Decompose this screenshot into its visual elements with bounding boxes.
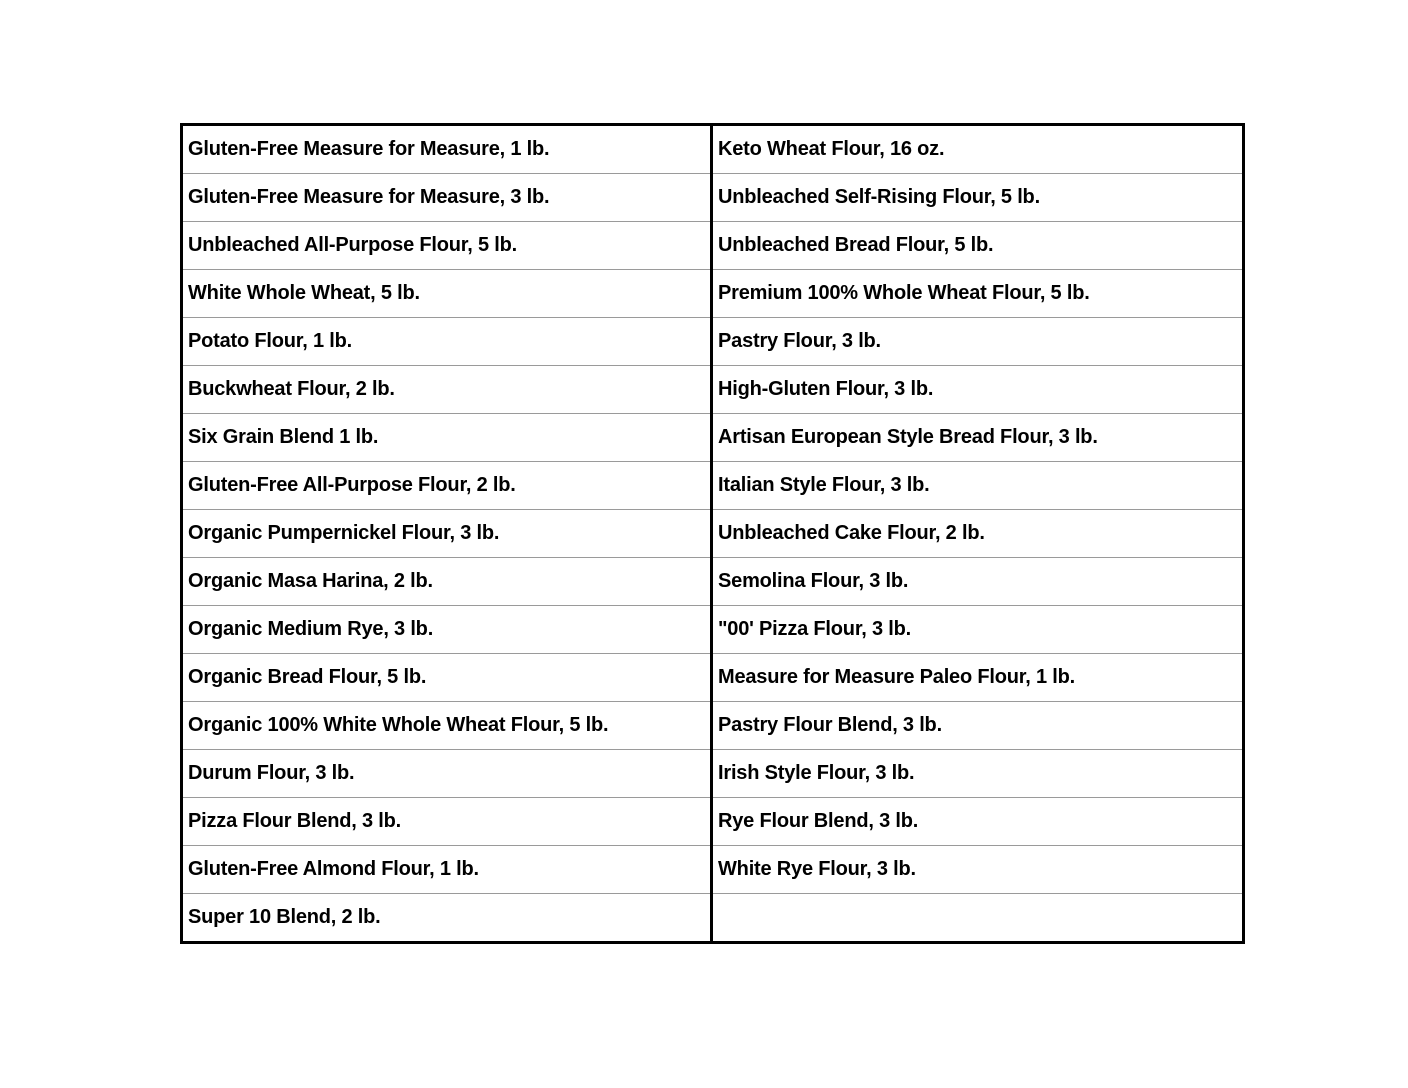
table-cell-left: White Whole Wheat, 5 lb. (182, 270, 712, 318)
table-row (182, 366, 1244, 414)
table-cell-right: Keto Wheat Flour, 16 oz. (712, 125, 1244, 174)
table-cell-right: Artisan European Style Bread Flour, 3 lb. (712, 414, 1244, 462)
table-row (182, 846, 1244, 894)
table-row (182, 510, 1244, 558)
table-row (182, 654, 1244, 702)
table-cell-right: Irish Style Flour, 3 lb. (712, 750, 1244, 798)
table-cell-left: Gluten-Free Almond Flour, 1 lb. (182, 846, 712, 894)
table-cell-left: Organic 100% White Whole Wheat Flour, 5 lb. (182, 702, 712, 750)
table-row (182, 894, 1244, 943)
table-cell-right: High-Gluten Flour, 3 lb. (712, 366, 1244, 414)
table-cell-left: Super 10 Blend, 2 lb. (182, 894, 712, 943)
table-cell-left: Durum Flour, 3 lb. (182, 750, 712, 798)
table-cell-left: Organic Bread Flour, 5 lb. (182, 654, 712, 702)
table-cell-right: Pastry Flour, 3 lb. (712, 318, 1244, 366)
table-row (182, 558, 1244, 606)
table-row (182, 606, 1244, 654)
table-cell-left: Gluten-Free Measure for Measure, 1 lb. (182, 125, 712, 174)
table-cell-right: Unbleached Self-Rising Flour, 5 lb. (712, 174, 1244, 222)
table-row (182, 125, 1244, 174)
table-cell-right: "00' Pizza Flour, 3 lb. (712, 606, 1244, 654)
table-cell-left: Six Grain Blend 1 lb. (182, 414, 712, 462)
table-row (182, 414, 1244, 462)
table-cell-right: Rye Flour Blend, 3 lb. (712, 798, 1244, 846)
table-cell-right: Italian Style Flour, 3 lb. (712, 462, 1244, 510)
table-cell-right: Unbleached Bread Flour, 5 lb. (712, 222, 1244, 270)
table-cell-left: Pizza Flour Blend, 3 lb. (182, 798, 712, 846)
table-cell-left: Organic Masa Harina, 2 lb. (182, 558, 712, 606)
table-cell-left: Buckwheat Flour, 2 lb. (182, 366, 712, 414)
table-row (182, 702, 1244, 750)
table-row (182, 270, 1244, 318)
table-cell-right: Premium 100% Whole Wheat Flour, 5 lb. (712, 270, 1244, 318)
table-cell-right (712, 894, 1244, 943)
table-row (182, 462, 1244, 510)
table-cell-right: Pastry Flour Blend, 3 lb. (712, 702, 1244, 750)
table-row (182, 750, 1244, 798)
table-cell-left: Unbleached All-Purpose Flour, 5 lb. (182, 222, 712, 270)
table-cell-left: Gluten-Free Measure for Measure, 3 lb. (182, 174, 712, 222)
table-row (182, 222, 1244, 270)
table-row (182, 318, 1244, 366)
table-row (182, 798, 1244, 846)
table-cell-right: Measure for Measure Paleo Flour, 1 lb. (712, 654, 1244, 702)
table-cell-left: Organic Medium Rye, 3 lb. (182, 606, 712, 654)
table-cell-right: Semolina Flour, 3 lb. (712, 558, 1244, 606)
table-row (182, 174, 1244, 222)
table-cell-right: Unbleached Cake Flour, 2 lb. (712, 510, 1244, 558)
table-cell-right: White Rye Flour, 3 lb. (712, 846, 1244, 894)
table-body (182, 125, 1244, 943)
flour-product-table (180, 123, 1245, 944)
table-cell-left: Potato Flour, 1 lb. (182, 318, 712, 366)
table-cell-left: Organic Pumpernickel Flour, 3 lb. (182, 510, 712, 558)
table-cell-left: Gluten-Free All-Purpose Flour, 2 lb. (182, 462, 712, 510)
